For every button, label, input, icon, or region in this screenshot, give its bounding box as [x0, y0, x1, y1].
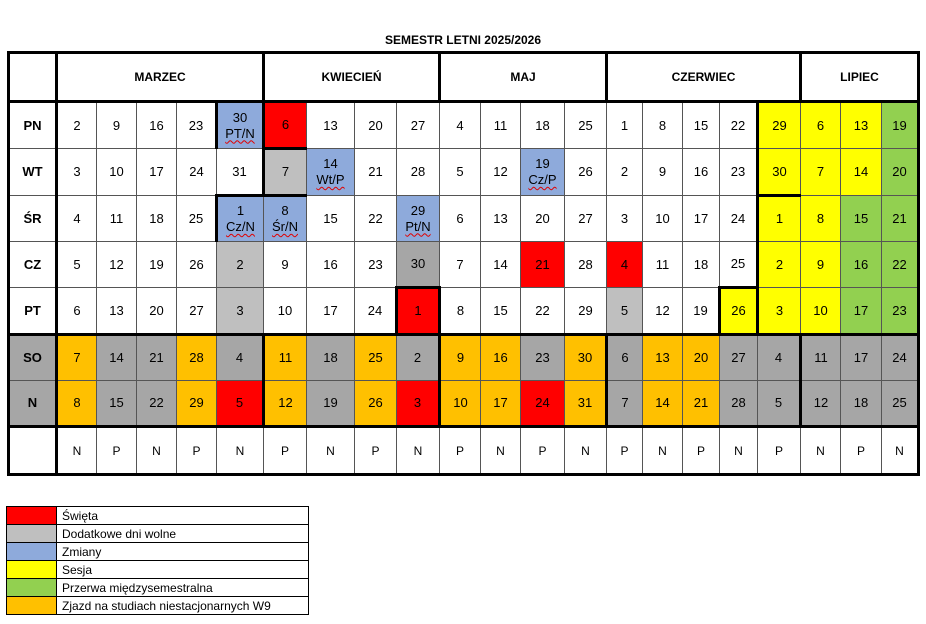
day-cell: 29: [758, 102, 801, 149]
corner-cell: [9, 53, 57, 102]
day-cell: 21: [521, 242, 565, 288]
day-cell: 15: [307, 196, 355, 242]
np-cell: N: [565, 427, 607, 475]
day-cell: 27: [565, 196, 607, 242]
day-cell: 6: [440, 196, 481, 242]
day-cell: 24: [882, 335, 919, 381]
day-cell: 6: [607, 335, 643, 381]
day-cell: 23: [177, 102, 217, 149]
day-cell: 20: [521, 196, 565, 242]
day-cell: 30: [565, 335, 607, 381]
day-cell: 28: [565, 242, 607, 288]
day-cell: 22: [355, 196, 397, 242]
semester-calendar: [7, 51, 920, 476]
legend-label: Dodatkowe dni wolne: [57, 525, 309, 543]
day-cell: 26: [355, 381, 397, 427]
day-cell: 16: [307, 242, 355, 288]
day-cell: 3: [57, 149, 97, 196]
week-day-row: [9, 381, 919, 427]
day-cell: 7: [607, 381, 643, 427]
day-cell: 8: [643, 102, 683, 149]
day-cell: 23: [521, 335, 565, 381]
day-cell: 17: [481, 381, 521, 427]
day-cell: 26: [720, 288, 758, 335]
day-cell: 31: [565, 381, 607, 427]
legend-row: [7, 525, 309, 543]
day-cell: 2: [758, 242, 801, 288]
np-cell: N: [397, 427, 440, 475]
day-cell: 25: [177, 196, 217, 242]
np-cell: N: [801, 427, 841, 475]
day-cell: 6: [264, 102, 307, 149]
day-cell: 19 Cz/P: [521, 149, 565, 196]
day-cell: 4: [217, 335, 264, 381]
day-cell: 25: [355, 335, 397, 381]
day-cell: 22: [882, 242, 919, 288]
day-cell: 25: [882, 381, 919, 427]
day-cell: 31: [217, 149, 264, 196]
day-cell: 27: [177, 288, 217, 335]
day-cell: 1: [607, 102, 643, 149]
day-cell: 9: [643, 149, 683, 196]
day-cell: 11: [801, 335, 841, 381]
day-cell: 27: [720, 335, 758, 381]
legend: [6, 506, 309, 615]
day-cell: 11: [643, 242, 683, 288]
np-row: [9, 427, 919, 475]
day-cell: 28: [720, 381, 758, 427]
day-cell: 20: [137, 288, 177, 335]
month-header: CZERWIEC: [607, 53, 801, 102]
day-cell: 2: [397, 335, 440, 381]
np-cell: P: [355, 427, 397, 475]
month-header-row: [9, 53, 919, 102]
day-cell: 4: [57, 196, 97, 242]
day-cell: 15: [481, 288, 521, 335]
legend-label: Zmiany: [57, 543, 309, 561]
month-header: MARZEC: [57, 53, 264, 102]
day-cell: 19: [137, 242, 177, 288]
day-cell: 5: [57, 242, 97, 288]
day-cell: 12: [801, 381, 841, 427]
day-cell: 18: [521, 102, 565, 149]
day-cell: 7: [57, 335, 97, 381]
legend-swatch: [7, 525, 57, 543]
day-cell: 10: [801, 288, 841, 335]
day-cell: 23: [720, 149, 758, 196]
np-cell: N: [720, 427, 758, 475]
legend-swatch: [7, 507, 57, 525]
np-cell: P: [264, 427, 307, 475]
np-cell: P: [521, 427, 565, 475]
day-cell: 13: [841, 102, 882, 149]
day-cell: 9: [97, 102, 137, 149]
day-cell: 9: [801, 242, 841, 288]
np-cell: N: [307, 427, 355, 475]
day-cell: 2: [57, 102, 97, 149]
legend-row: [7, 543, 309, 561]
day-cell: 19: [683, 288, 720, 335]
day-cell: 10: [97, 149, 137, 196]
day-cell: 3: [758, 288, 801, 335]
day-cell: 5: [217, 381, 264, 427]
np-label-cell: [9, 427, 57, 475]
week-day-row: [9, 149, 919, 196]
day-cell: 25: [720, 242, 758, 288]
day-cell: 14: [97, 335, 137, 381]
day-cell: 17: [307, 288, 355, 335]
day-cell: 12: [481, 149, 521, 196]
day-cell: 28: [397, 149, 440, 196]
day-cell: 10: [264, 288, 307, 335]
day-cell: 29 Pt/N: [397, 196, 440, 242]
np-cell: P: [607, 427, 643, 475]
day-cell: 20: [882, 149, 919, 196]
day-cell: 30 PT/N: [217, 102, 264, 149]
day-cell: 24: [177, 149, 217, 196]
legend-row: [7, 579, 309, 597]
day-cell: 5: [440, 149, 481, 196]
day-cell: 9: [264, 242, 307, 288]
np-cell: N: [217, 427, 264, 475]
day-cell: 20: [683, 335, 720, 381]
day-cell: 20: [355, 102, 397, 149]
day-cell: 8 Śr/N: [264, 196, 307, 242]
day-cell: 24: [521, 381, 565, 427]
day-cell: 17: [841, 288, 882, 335]
day-cell: 15: [683, 102, 720, 149]
legend-row: [7, 597, 309, 615]
day-cell: 22: [137, 381, 177, 427]
day-cell: 8: [801, 196, 841, 242]
day-label: SO: [9, 335, 57, 381]
month-header: KWIECIEŃ: [264, 53, 440, 102]
month-header: LIPIEC: [801, 53, 919, 102]
np-cell: P: [97, 427, 137, 475]
np-cell: P: [440, 427, 481, 475]
legend-row: [7, 561, 309, 579]
day-cell: 2: [607, 149, 643, 196]
day-cell: 8: [440, 288, 481, 335]
day-cell: 6: [801, 102, 841, 149]
day-cell: 29: [565, 288, 607, 335]
legend-label: Święta: [57, 507, 309, 525]
day-cell: 3: [397, 381, 440, 427]
day-cell: 17: [841, 335, 882, 381]
day-cell: 15: [841, 196, 882, 242]
day-label: CZ: [9, 242, 57, 288]
day-cell: 1: [758, 196, 801, 242]
day-cell: 12: [97, 242, 137, 288]
day-cell: 6: [57, 288, 97, 335]
np-cell: N: [643, 427, 683, 475]
week-day-row: [9, 242, 919, 288]
day-cell: 23: [355, 242, 397, 288]
day-label: PN: [9, 102, 57, 149]
day-cell: 27: [397, 102, 440, 149]
day-label: ŚR: [9, 196, 57, 242]
day-cell: 28: [177, 335, 217, 381]
day-cell: 26: [565, 149, 607, 196]
day-cell: 8: [57, 381, 97, 427]
day-cell: 18: [137, 196, 177, 242]
day-cell: 15: [97, 381, 137, 427]
day-cell: 12: [264, 381, 307, 427]
np-cell: P: [841, 427, 882, 475]
week-day-row: [9, 196, 919, 242]
legend-label: Przerwa międzysemestralna: [57, 579, 309, 597]
week-day-row: [9, 335, 919, 381]
day-cell: 17: [683, 196, 720, 242]
day-cell: 7: [264, 149, 307, 196]
day-cell: 18: [307, 335, 355, 381]
day-cell: 21: [882, 196, 919, 242]
day-cell: 17: [137, 149, 177, 196]
day-cell: 10: [440, 381, 481, 427]
day-cell: 22: [720, 102, 758, 149]
day-cell: 4: [440, 102, 481, 149]
day-cell: 21: [683, 381, 720, 427]
day-cell: 22: [521, 288, 565, 335]
day-cell: 1: [397, 288, 440, 335]
legend-swatch: [7, 597, 57, 615]
day-cell: 2: [217, 242, 264, 288]
day-cell: 14 Wt/P: [307, 149, 355, 196]
day-cell: 4: [607, 242, 643, 288]
month-header: MAJ: [440, 53, 607, 102]
np-cell: N: [882, 427, 919, 475]
day-label: PT: [9, 288, 57, 335]
day-cell: 7: [801, 149, 841, 196]
legend-swatch: [7, 579, 57, 597]
np-cell: N: [481, 427, 521, 475]
np-cell: N: [57, 427, 97, 475]
day-cell: 14: [643, 381, 683, 427]
day-label: WT: [9, 149, 57, 196]
day-cell: 11: [264, 335, 307, 381]
day-cell: 25: [565, 102, 607, 149]
legend-row: [7, 507, 309, 525]
day-cell: 19: [882, 102, 919, 149]
day-cell: 10: [643, 196, 683, 242]
week-day-row: [9, 288, 919, 335]
day-cell: 16: [137, 102, 177, 149]
day-cell: 3: [607, 196, 643, 242]
day-cell: 14: [481, 242, 521, 288]
day-cell: 12: [643, 288, 683, 335]
day-cell: 11: [97, 196, 137, 242]
day-cell: 16: [841, 242, 882, 288]
day-cell: 7: [440, 242, 481, 288]
np-cell: P: [758, 427, 801, 475]
day-cell: 18: [683, 242, 720, 288]
day-label: N: [9, 381, 57, 427]
day-cell: 16: [683, 149, 720, 196]
np-cell: P: [683, 427, 720, 475]
day-cell: 5: [607, 288, 643, 335]
day-cell: 26: [177, 242, 217, 288]
legend-label: Zjazd na studiach niestacjonarnych W9: [57, 597, 309, 615]
legend-swatch: [7, 543, 57, 561]
day-cell: 3: [217, 288, 264, 335]
day-cell: 21: [137, 335, 177, 381]
day-cell: 24: [355, 288, 397, 335]
day-cell: 13: [643, 335, 683, 381]
day-cell: 13: [481, 196, 521, 242]
day-cell: 30: [758, 149, 801, 196]
day-cell: 23: [882, 288, 919, 335]
day-cell: 1 Cz/N: [217, 196, 264, 242]
day-cell: 5: [758, 381, 801, 427]
day-cell: 30: [397, 242, 440, 288]
day-cell: 21: [355, 149, 397, 196]
legend-label: Sesja: [57, 561, 309, 579]
np-cell: P: [177, 427, 217, 475]
day-cell: 14: [841, 149, 882, 196]
day-cell: 24: [720, 196, 758, 242]
page-title: SEMESTR LETNI 2025/2026: [384, 33, 542, 47]
day-cell: 9: [440, 335, 481, 381]
day-cell: 4: [758, 335, 801, 381]
day-cell: 13: [97, 288, 137, 335]
day-cell: 16: [481, 335, 521, 381]
legend-swatch: [7, 561, 57, 579]
np-cell: N: [137, 427, 177, 475]
day-cell: 13: [307, 102, 355, 149]
day-cell: 29: [177, 381, 217, 427]
day-cell: 18: [841, 381, 882, 427]
day-cell: 11: [481, 102, 521, 149]
week-day-row: [9, 102, 919, 149]
day-cell: 19: [307, 381, 355, 427]
